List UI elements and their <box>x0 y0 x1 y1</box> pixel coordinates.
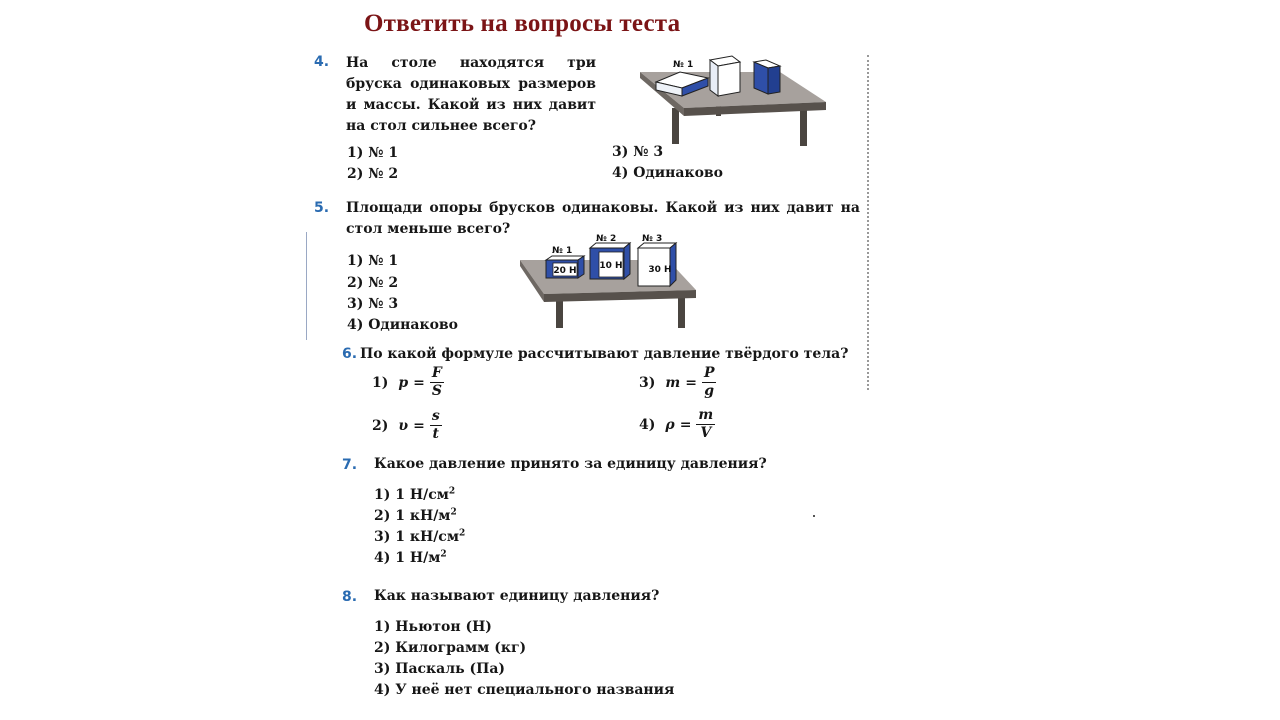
block-3-upright <box>754 60 780 94</box>
option-label: 2) 1 кН/м <box>374 508 451 524</box>
block-1-weight: 20 Н <box>553 266 577 276</box>
figure-5-label-1: № 1 <box>552 246 573 256</box>
block-1 <box>546 256 584 278</box>
right-dotted-border <box>867 55 869 390</box>
question-7-option-4[interactable] <box>374 549 447 567</box>
option-label: 4) 1 Н/м <box>374 550 441 566</box>
stray-dot <box>813 515 815 517</box>
block-3 <box>638 243 676 286</box>
block-3-weight: 30 Н <box>648 265 672 275</box>
formula-1-number: 1) <box>372 374 389 391</box>
question-7-option-1[interactable] <box>374 486 455 504</box>
formula-1-numerator: F <box>431 365 442 381</box>
question-5-option-3[interactable]: 3) № 3 <box>347 296 399 312</box>
question-8-text: Как называют единицу давления? <box>374 588 660 604</box>
formula-4-fraction <box>696 408 715 441</box>
question-7-number: 7. <box>342 457 358 473</box>
question-6-number: 6. <box>342 346 358 362</box>
question-6-formula-2[interactable] <box>372 409 442 442</box>
page-title: Ответить на вопросы теста <box>364 10 681 37</box>
question-5-option-2[interactable]: 2) № 2 <box>347 275 399 291</box>
formula-2-fraction <box>430 409 442 442</box>
formula-4-number: 4) <box>639 416 656 433</box>
formula-2-variable: υ <box>398 417 409 434</box>
option-superscript: 2 <box>459 528 466 539</box>
option-label: 3) 1 кН/см <box>374 529 459 545</box>
option-superscript: 2 <box>440 549 447 560</box>
question-5-option-4[interactable]: 4) Одинаково <box>347 317 458 333</box>
formula-3-numerator: P <box>703 365 715 381</box>
question-8-number: 8. <box>342 589 358 605</box>
option-superscript: 2 <box>448 486 456 497</box>
question-8-option-1[interactable]: 1) Ньютон (Н) <box>374 619 492 635</box>
formula-4-variable: ρ <box>665 416 675 433</box>
formula-3-variable: m <box>665 374 681 391</box>
question-8-option-2[interactable]: 2) Килограмм (кг) <box>374 640 527 656</box>
question-5-text: Площади опоры брусков одинаковы. Какой из них давит на стол меньше всего? <box>346 200 860 237</box>
formula-4-equals: = <box>679 416 692 433</box>
question-6-formula-4[interactable] <box>639 408 715 441</box>
formula-1-variable: p <box>398 374 409 391</box>
formula-1-denominator: S <box>431 383 442 399</box>
block-2-standing <box>710 56 740 96</box>
block-2 <box>590 243 630 279</box>
formula-3-denominator: g <box>704 383 715 399</box>
figure-5-label-3: № 3 <box>642 234 663 244</box>
question-4-option-2[interactable]: 2) № 2 <box>347 166 399 182</box>
question-6-formula-3[interactable] <box>639 366 716 399</box>
question-4-text: На столе находятся три бруска одинаковых размеров и массы. Какой из них давит на стол сильнее всего? <box>346 55 596 134</box>
formula-4-denominator: V <box>700 425 712 441</box>
question-7-option-2[interactable] <box>374 507 457 525</box>
figure-5-label-2: № 2 <box>596 234 617 244</box>
question-7-text: Какое давление принято за единицу давления? <box>374 456 767 472</box>
formula-2-number: 2) <box>372 417 389 434</box>
question-5-option-1[interactable]: 1) № 1 <box>347 253 399 269</box>
question-8-option-3[interactable]: 3) Паскаль (Па) <box>374 661 506 677</box>
formula-3-number: 3) <box>639 374 656 391</box>
formula-2-equals: = <box>413 417 425 434</box>
question-4-option-1[interactable]: 1) № 1 <box>347 145 399 161</box>
block-2-weight: 10 Н <box>599 261 623 271</box>
figure-4-label: № 1 <box>673 60 694 70</box>
formula-3-fraction <box>702 366 717 399</box>
question-5-number: 5. <box>314 200 330 216</box>
formula-4-numerator: m <box>698 407 714 423</box>
formula-3-equals: = <box>685 374 697 391</box>
question-6-text: По какой формуле рассчитывают давление твёрдого тела? <box>360 346 849 362</box>
question-7-option-3[interactable] <box>374 528 465 546</box>
question-4-option-4[interactable]: 4) Одинаково <box>612 165 723 181</box>
option-label: 1) 1 Н/см <box>374 487 449 503</box>
question-4-number: 4. <box>314 54 330 70</box>
question-8-option-4[interactable]: 4) У неё нет специального названия <box>374 682 675 698</box>
formula-2-denominator: t <box>432 426 439 442</box>
formula-1-equals: = <box>413 374 425 391</box>
option-superscript: 2 <box>450 507 457 518</box>
formula-1-fraction <box>430 366 444 399</box>
question-4-table-figure <box>636 52 832 148</box>
left-border-line <box>306 232 307 340</box>
question-5-table-figure <box>518 232 700 332</box>
formula-2-numerator: s <box>431 408 440 424</box>
question-4-option-3[interactable]: 3) № 3 <box>612 144 664 160</box>
question-6-formula-1[interactable] <box>372 366 444 399</box>
